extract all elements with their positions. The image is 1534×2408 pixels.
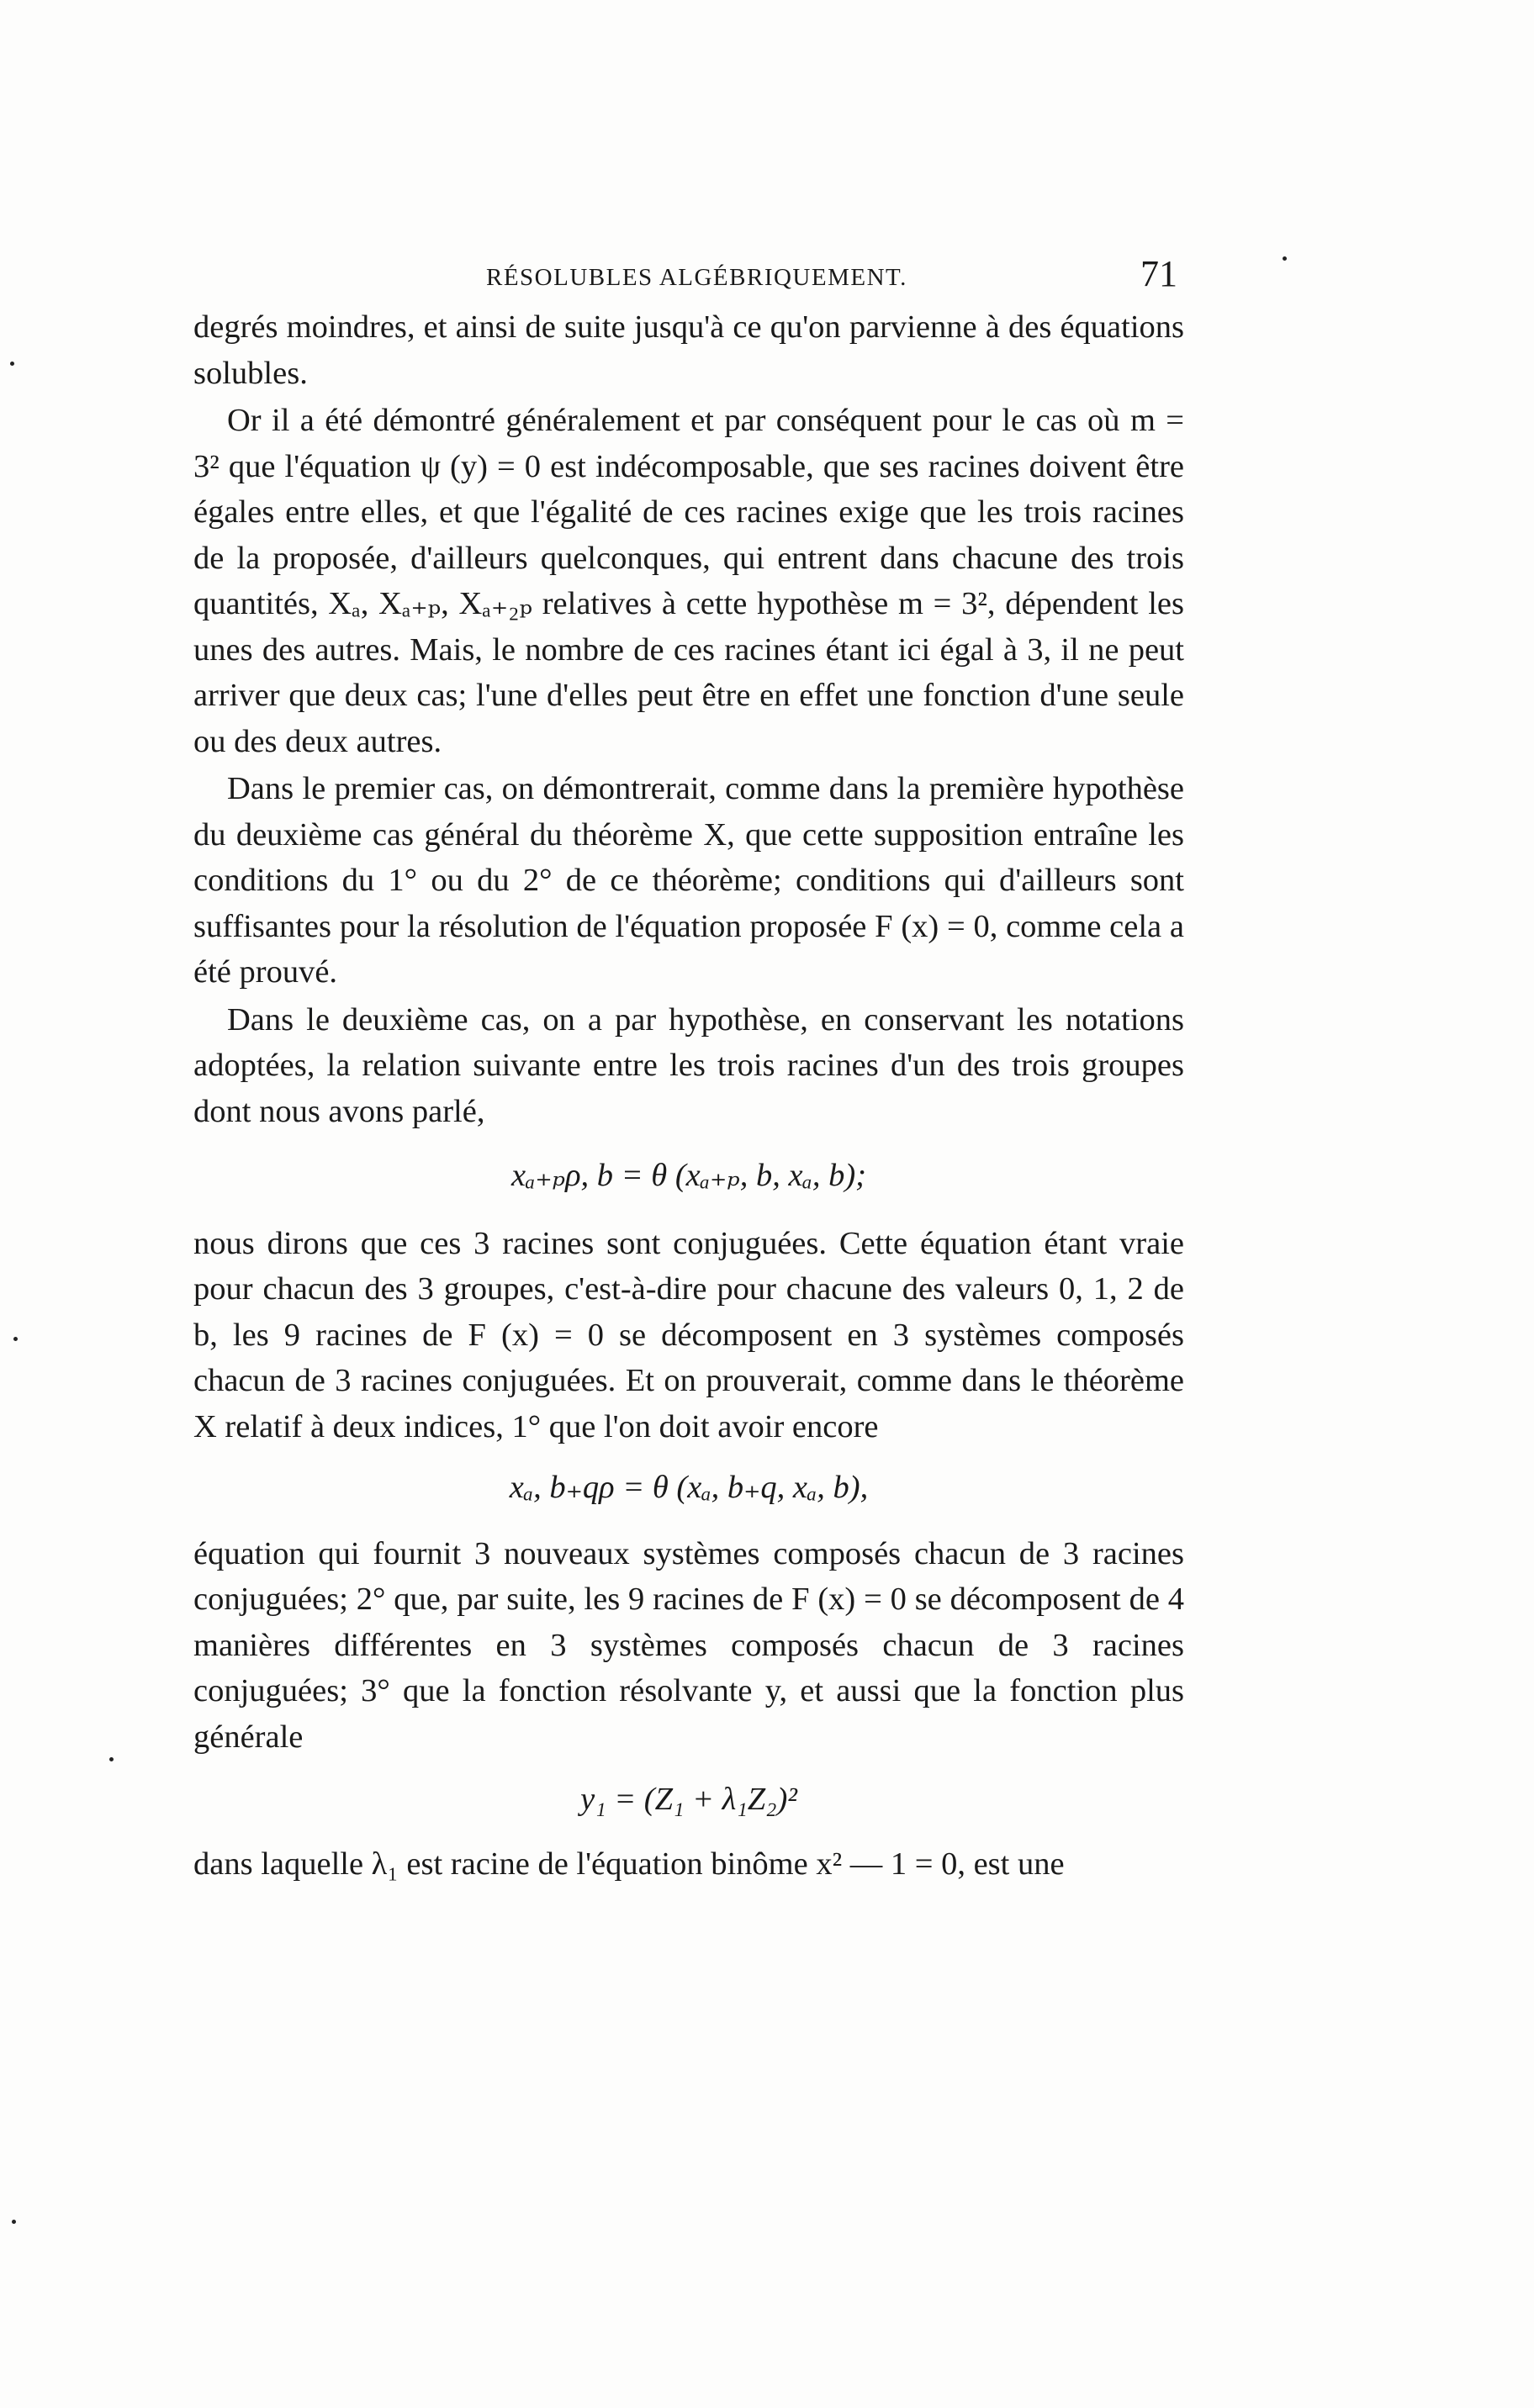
running-head: RÉSOLUBLES ALGÉBRIQUEMENT. — [486, 264, 907, 291]
formula-conjugate-relation: xₐ₊ₚρ, b = θ (xₐ₊ₚ, b, xₐ, b); — [511, 1158, 866, 1193]
scan-speck — [109, 1757, 114, 1761]
scan-speck — [10, 362, 14, 366]
formula-general-function: y₁ = (Z₁ + λ₁Z₂)² — [580, 1782, 797, 1817]
scan-speck — [1283, 256, 1287, 261]
scan-speck — [13, 1337, 18, 1341]
paragraph-5: nous dirons que ces 3 racines sont conjuguées. Cette équation étant vraie pour chacun des 3 groupes, c'est-à-dire pour chacune des valeurs 0, 1, 2 de b, les 9 racines de F (x) = 0 se décomposent en 3 systèmes composés chacun de 3 racines conjuguées. Et on prouverait, comme dans le théorème X relatif à deux indices, 1° que l'on doit avoir encore — [193, 1225, 1184, 1444]
page-header — [193, 252, 1184, 303]
scan-speck — [12, 2220, 16, 2224]
paragraph-4: Dans le deuxième cas, on a par hypothèse, en conservant les notations adoptées, la relation suivante entre les trois racines d'un des trois groupes dont nous avons parlé, — [193, 1001, 1184, 1129]
paragraph-1: degrés moindres, et ainsi de suite jusqu'à ce qu'on parvienne à des équations solubles. — [193, 309, 1184, 391]
paragraph-6: équation qui fournit 3 nouveaux systèmes composés chacun de 3 racines conjuguées; 2° que, par suite, les 9 racines de F (x) = 0 se décomposent de 4 manières différentes en 3 systèmes composés chacun de 3 racines conjuguées; 3° que la fonction résolvante y, et aussi que la fonction plus générale — [193, 1535, 1184, 1755]
paragraph-3: Dans le premier cas, on démontrerait, comme dans la première hypothèse du deuxième cas général du théorème X, que cette supposition entraîne les conditions du 1° ou du 2° de ce théorème; conditions qui d'ailleurs sont suffisantes pour la résolution de l'équation proposée F (x) = 0, comme cela a été prouvé. — [193, 771, 1184, 990]
paragraph-7: dans laquelle λ₁ est racine de l'équation binôme x² — 1 = 0, est une — [193, 1846, 1065, 1882]
paragraph-2: Or il a été démontré généralement et par conséquent pour le cas où m = 3² que l'équation ψ (y) = 0 est indécomposable, que ses racines doivent être égales entre elles, et que l'égalité de ces racines exige que les trois racines de la proposée, d'ailleurs quelconques, qui entrent dans chacune des trois quantités, Xₐ, Xₐ₊ₚ, Xₐ₊₂ₚ relatives à cette hypothèse m = 3², dépendent les unes des autres. Mais, le nombre de ces racines étant ici égal à 3, il ne peut arriver que deux cas; l'une d'elles peut être en effet une fonction d'une seule ou des deux autres. — [193, 403, 1184, 759]
page-number: 71 — [1140, 253, 1177, 294]
body-text — [193, 304, 1184, 1887]
formula-second-relation: xₐ, b₊qρ = θ (xₐ, b₊q, xₐ, b), — [509, 1470, 869, 1505]
